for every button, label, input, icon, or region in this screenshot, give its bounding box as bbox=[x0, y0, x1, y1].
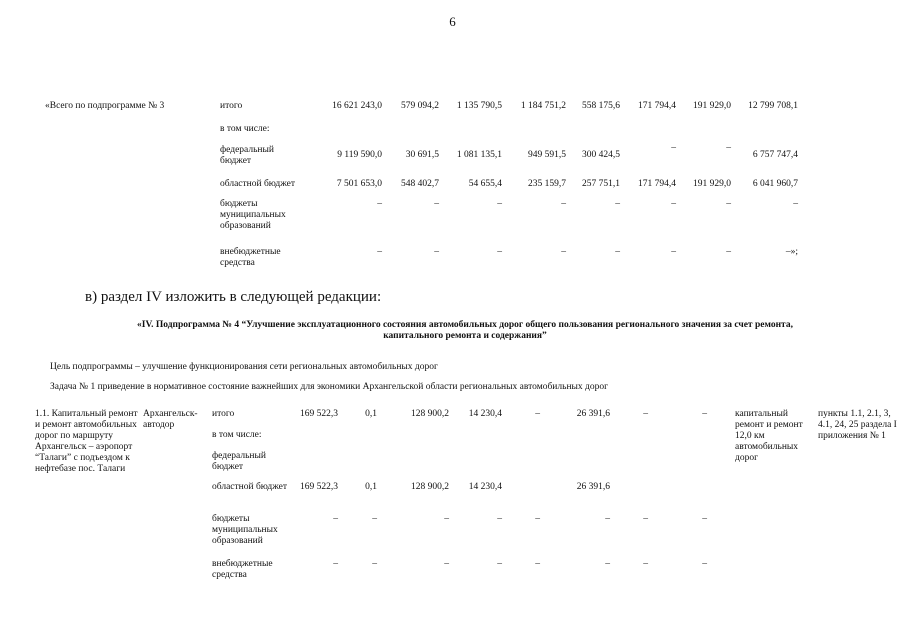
table-cell: – bbox=[497, 514, 502, 524]
table-cell: – bbox=[671, 247, 676, 257]
table-cell: 12 799 708,1 bbox=[748, 101, 798, 111]
row-label: областной бюджет bbox=[212, 482, 288, 492]
measure-name: 1.1. Капитальный ремонт и ремонт автомобильных дорог по маршруту Архангельск – аэропорт “Талаги” с подъездом к нефтебазе пос. Талаги bbox=[35, 409, 138, 474]
table-cell: 300 424,5 bbox=[582, 150, 620, 160]
table-cell: 6 041 960,7 bbox=[752, 179, 798, 189]
table-cell: – bbox=[535, 409, 540, 419]
table-cell: – bbox=[605, 559, 610, 569]
subprogram-title: «IV. Подпрограмма № 4 “Улучшение эксплуатационного состояния автомобильных дорог общего пользования регионального значения за счет ремонта, капитального ремонта и содержания” bbox=[137, 320, 793, 341]
table-cell: – bbox=[615, 247, 620, 257]
table-cell: – bbox=[726, 247, 731, 257]
table-cell: – bbox=[333, 514, 338, 524]
table-cell: – bbox=[497, 199, 502, 209]
table-cell: – bbox=[561, 199, 566, 209]
table-cell: –»; bbox=[785, 247, 798, 257]
table-cell: 191 929,0 bbox=[693, 179, 731, 189]
table-cell: – bbox=[535, 559, 540, 569]
table-title: «Всего по подпрограмме № 3 bbox=[45, 101, 165, 111]
table-cell: – bbox=[793, 199, 798, 209]
row-label: внебюджетные средства bbox=[220, 247, 281, 268]
table-cell: 14 230,4 bbox=[468, 409, 502, 419]
table-cell: 169 522,3 bbox=[300, 409, 338, 419]
table-cell: 548 402,7 bbox=[401, 179, 439, 189]
row-label: внебюджетные средства bbox=[212, 559, 273, 580]
table-cell: 191 929,0 bbox=[693, 101, 731, 111]
table-cell: – bbox=[671, 199, 676, 209]
table-cell: – bbox=[497, 559, 502, 569]
table-cell: 1 184 751,2 bbox=[520, 101, 566, 111]
table-cell: – bbox=[643, 514, 648, 524]
table-cell: 16 621 243,0 bbox=[332, 101, 382, 111]
row-label: в том числе: bbox=[212, 430, 262, 440]
table-cell: 949 591,5 bbox=[528, 150, 566, 160]
table-cell: 171 794,4 bbox=[638, 101, 676, 111]
row-label: итого bbox=[212, 409, 235, 419]
table-cell: – bbox=[372, 559, 377, 569]
task-1: Задача № 1 приведение в нормативное состояние важнейших для экономики Архангельской области региональных автомобильных дорог bbox=[50, 382, 609, 392]
table-cell: 26 391,6 bbox=[576, 482, 610, 492]
table-cell: 14 230,4 bbox=[468, 482, 502, 492]
table-cell: – bbox=[535, 514, 540, 524]
table-cell: – bbox=[444, 514, 449, 524]
table-cell: 579 094,2 bbox=[401, 101, 439, 111]
table-cell: – bbox=[671, 143, 676, 153]
table-cell: 0,1 bbox=[365, 482, 377, 492]
page-number: 6 bbox=[449, 14, 456, 29]
table-cell: 0,1 bbox=[365, 409, 377, 419]
section-heading: в) раздел IV изложить в следующей редакции: bbox=[85, 289, 382, 305]
table-cell: 1 135 790,5 bbox=[456, 101, 502, 111]
table-cell: – bbox=[434, 199, 439, 209]
table-cell: – bbox=[561, 247, 566, 257]
table-cell: – bbox=[643, 409, 648, 419]
table-cell: – bbox=[377, 199, 382, 209]
table-cell: – bbox=[444, 559, 449, 569]
table-cell: 9 119 590,0 bbox=[337, 150, 382, 160]
table-cell: 128 900,2 bbox=[411, 409, 449, 419]
table-cell: – bbox=[333, 559, 338, 569]
row-label: областной бюджет bbox=[220, 179, 296, 189]
reference: пункты 1.1, 2.1, 3, 4.1, 24, 25 раздела I приложения № 1 bbox=[818, 409, 897, 441]
table-cell: – bbox=[434, 247, 439, 257]
table-cell: – bbox=[372, 514, 377, 524]
table-cell: 235 159,7 bbox=[528, 179, 566, 189]
table-cell: – bbox=[605, 514, 610, 524]
table-cell: – bbox=[497, 247, 502, 257]
expected-result: капитальный ремонт и ремонт 12,0 км автомобильных дорог bbox=[735, 409, 803, 463]
table-cell: 54 655,4 bbox=[468, 179, 502, 189]
table-cell: 6 757 747,4 bbox=[752, 150, 798, 160]
table-cell: – bbox=[377, 247, 382, 257]
table-cell: – bbox=[726, 143, 731, 153]
table-cell: 169 522,3 bbox=[300, 482, 338, 492]
table-cell: – bbox=[702, 409, 707, 419]
table-cell: – bbox=[643, 559, 648, 569]
table-cell: 1 081 135,1 bbox=[456, 150, 502, 160]
table-cell: 558 175,6 bbox=[582, 101, 620, 111]
row-label: в том числе: bbox=[220, 124, 270, 134]
row-label: бюджеты муниципальных образований bbox=[220, 199, 286, 231]
executor: Архангельск-автодор bbox=[143, 409, 198, 430]
row-label: федеральный бюджет bbox=[220, 145, 274, 166]
row-label: итого bbox=[220, 101, 243, 111]
table-cell: 30 691,5 bbox=[405, 150, 439, 160]
row-label: федеральный бюджет bbox=[212, 451, 266, 472]
table-cell: 7 501 653,0 bbox=[336, 179, 382, 189]
table-cell: – bbox=[702, 559, 707, 569]
table-cell: 257 751,1 bbox=[582, 179, 620, 189]
table-cell: – bbox=[615, 199, 620, 209]
table-cell: 26 391,6 bbox=[576, 409, 610, 419]
table-cell: 128 900,2 bbox=[411, 482, 449, 492]
table-cell: – bbox=[726, 199, 731, 209]
table-cell: – bbox=[702, 514, 707, 524]
subprogram-goal: Цель подпрограммы – улучшение функционирования сети региональных автомобильных дорог bbox=[50, 362, 438, 372]
row-label: бюджеты муниципальных образований bbox=[212, 514, 278, 546]
table-cell: 171 794,4 bbox=[638, 179, 676, 189]
